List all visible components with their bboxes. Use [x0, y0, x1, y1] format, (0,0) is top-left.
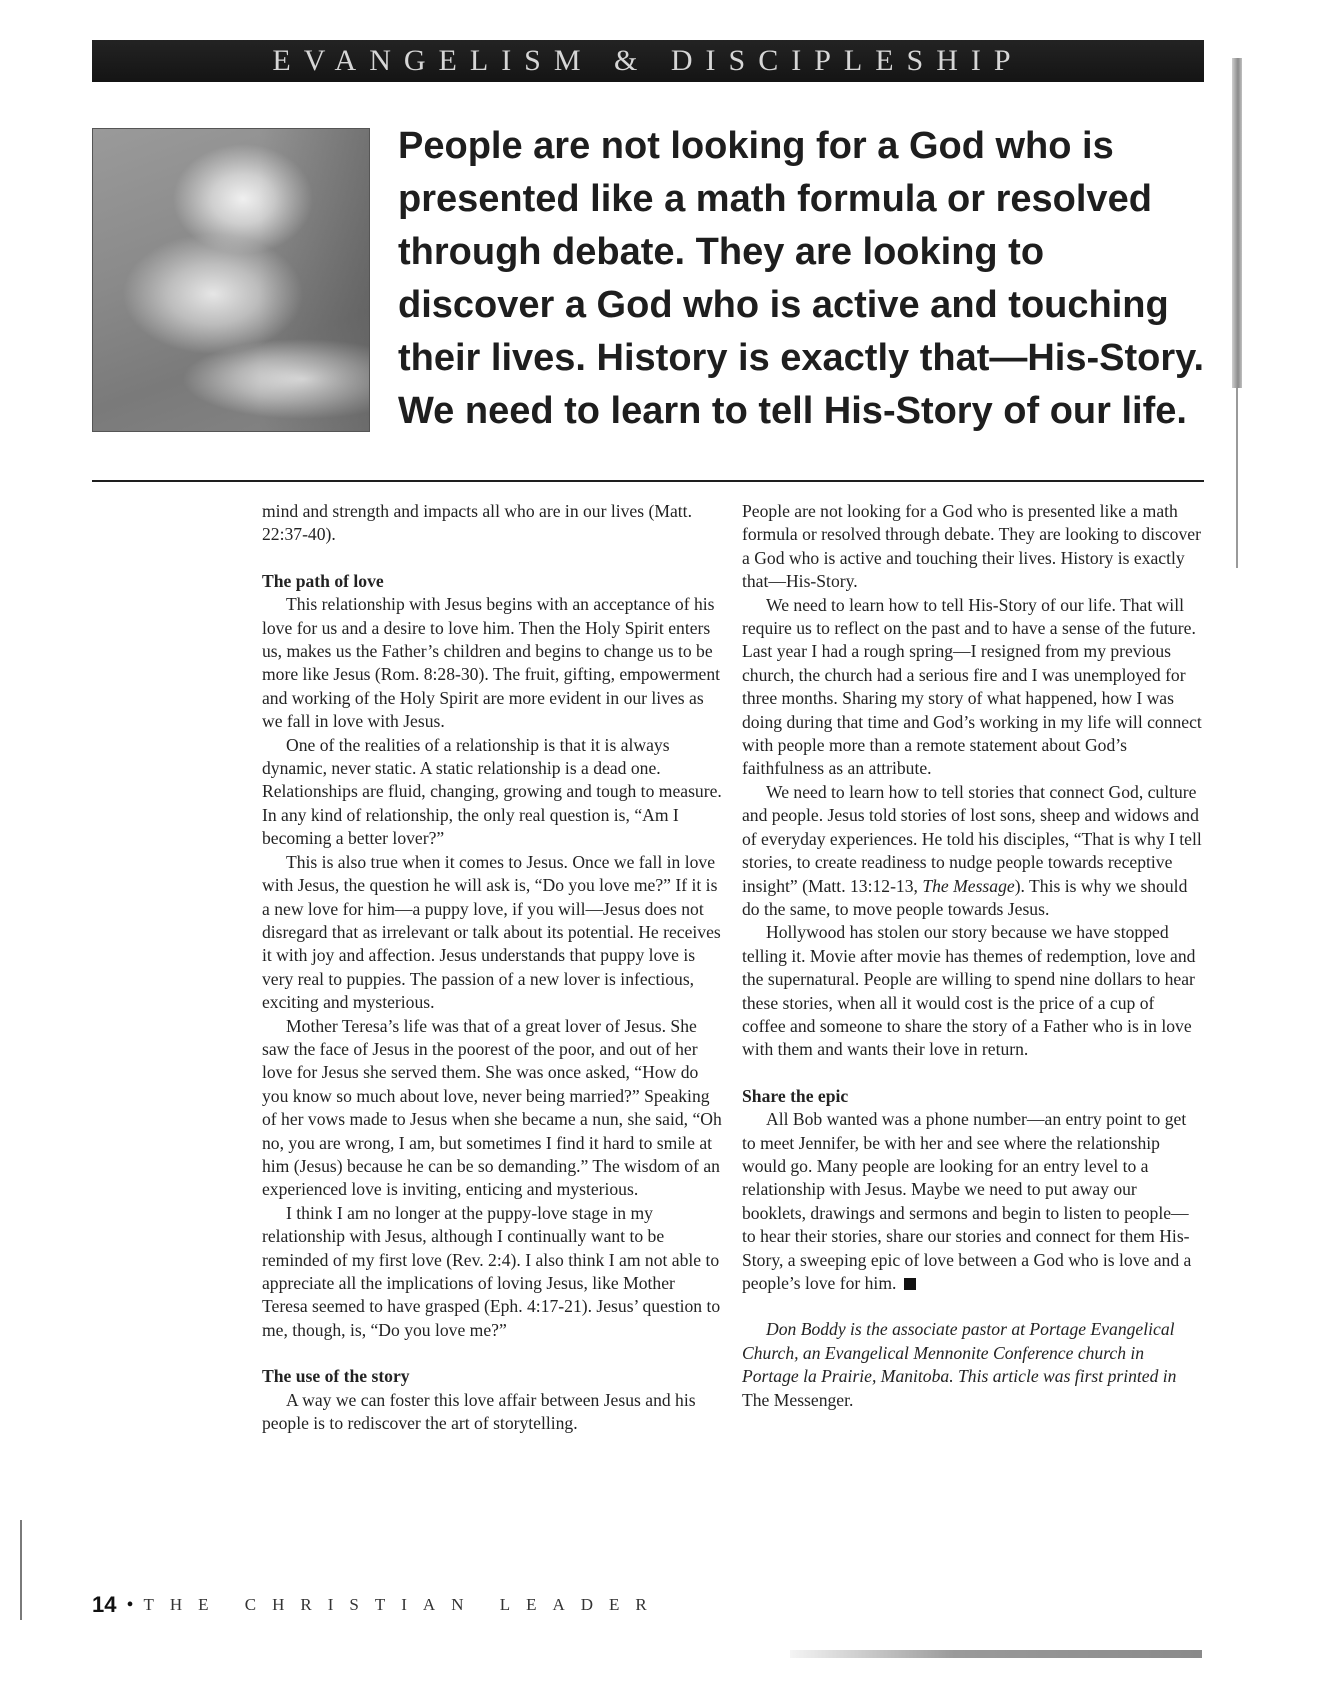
end-of-article-mark	[904, 1278, 916, 1290]
citation-title: The Message	[922, 875, 1015, 896]
section-heading-share-the-epic: Share the epic	[742, 1085, 849, 1106]
section-header-bar	[92, 40, 1204, 82]
body-paragraph: A way we can foster this love affair between Jesus and his people is to rediscover the art of storytelling.	[262, 1389, 696, 1434]
pull-quote-divider	[92, 480, 1204, 482]
body-paragraph-with-citation	[742, 781, 1202, 921]
body-paragraph: We need to learn how to tell His-Story of our life. That will require us to reflect on the past and to have a sense of the future. Last year I had a rough spring—I resigned from my previous church, the church had a serious fire and I was unemployed for three months. Sharing my story of what happened, how I was doing during that time and God’s working in my life will connect with people more than a remote statement about God’s faithfulness as an attribute.	[742, 594, 1202, 779]
left-column	[262, 500, 722, 1435]
body-paragraph: This relationship with Jesus begins with an acceptance of his love for us and a desire to love him. Then the Holy Spirit enters us, makes us the Father’s children and begins to change us to be more like Jesus (Rom. 8:28-30). The fruit, gifting, empowerment and working of the Holy Spirit are more evident in our lives as we fall in love with Jesus.	[262, 594, 721, 732]
right-column	[742, 500, 1202, 1412]
footer-bullet: •	[126, 1593, 134, 1616]
decorative-left-rule	[20, 1520, 22, 1620]
section-heading-use-of-story: The use of the story	[262, 1366, 410, 1387]
byline-publication: The Messenger.	[742, 1389, 854, 1410]
body-paragraph: This is also true when it comes to Jesus. Once we fall in love with Jesus, the question he will ask is, “Do you love me?” If it is a new love for him—a puppy love, if you will—Jesus does not disregard that as irrelevant or talk about its potential. He receives it with joy and affection. Jesus understands that puppy love is very real to puppies. The passion of a new lover is infectious, exciting and mysterious.	[262, 851, 721, 1013]
body-paragraph: Hollywood has stolen our story because we have stopped telling it. Movie after movie has themes of redemption, love and the supernatural. People are willing to spend nine dollars to hear these stories, when all it would cost is the price of a cup of coffee and someone to share the story of a Father who is in love with them and wants their love in return.	[742, 922, 1196, 1060]
section-heading-path-of-love: The path of love	[262, 570, 384, 591]
article-photo	[92, 128, 370, 432]
page-number: 14	[92, 1592, 117, 1617]
byline-text: Don Boddy is the associate pastor at Portage Evangelical Church, an Evangelical Mennonite Conference church in Portage la Prairie, Manitoba. This article was first printed in	[742, 1319, 1177, 1387]
citation-tail: ). This is why we should do the same, to move people towards Jesus.	[742, 875, 1188, 919]
citation-text: We need to learn how to tell stories that connect God, culture and people. Jesus told stories of lost sons, sheep and widows and of everyday experiences. He told his disciples, “That is why I tell stories, to create readiness to nudge people towards receptive insight” (Matt. 13:12-13,	[742, 781, 1202, 896]
photo-shading	[259, 129, 369, 431]
right-intro-paragraph: People are not looking for a God who is presented like a math formula or resolved through debate. They are looking to discover a God who is active and touching their lives. History is exactly that—His-Story.	[742, 501, 1201, 592]
pull-quote: People are not looking for a God who is presented like a math formula or resolved through debate. They are looking to discover a God who is active and touching their lives. History is exactly that—His-Story. We need to learn to tell His-Story of our life.	[398, 125, 1205, 432]
decorative-bottom-rule	[790, 1650, 1202, 1658]
body-paragraph-final	[742, 1108, 1202, 1295]
decorative-side-rule	[1232, 58, 1242, 388]
publication-name: THE CHRISTIAN LEADER	[143, 1595, 663, 1614]
decorative-side-rule-thin	[1236, 388, 1238, 568]
author-byline	[742, 1318, 1202, 1412]
body-paragraph: I think I am no longer at the puppy-love stage in my relationship with Jesus, although I continually want to be reminded of my first love (Rev. 2:4). I also think I am not able to appreciate all the implications of loving Jesus, like Mother Teresa seemed to have grasped (Eph. 4:17-21). Jesus’ question to me, though, is, “Do you love me?”	[262, 1202, 721, 1340]
left-intro-paragraph: mind and strength and impacts all who are in our lives (Matt. 22:37-40).	[262, 501, 692, 545]
body-paragraph: Mother Teresa’s life was that of a great lover of Jesus. She saw the face of Jesus in the poorest of the poor, and out of her love for Jesus she served them. She was once asked, “How do you know so much about love, never being married?” Speaking of her vows made to Jesus when she became a nun, she said, “Oh no, you are wrong, I am, but sometimes I find it hard to smile at him (Jesus) because he can be so demanding.” The wisdom of an experienced love is inviting, enticing and mysterious.	[262, 1015, 722, 1200]
page-footer	[92, 1590, 663, 1620]
final-paragraph-text: All Bob wanted was a phone number—an entry point to get to meet Jennifer, be with her and see where the relationship would go. Many people are looking for an entry level to a relationship with Jesus. Maybe we need to put away our booklets, drawings and sermons and begin to listen to people—to hear their stories, share our stories and connect for them His-Story, a sweeping epic of love between a God who is love and a people’s love for him.	[742, 1109, 1192, 1293]
body-paragraph: One of the realities of a relationship is that it is always dynamic, never static. A static relationship is a dead one. Relationships are fluid, changing, growing and tough to measure. In any kind of relationship, the only real question is, “Am I becoming a better lover?”	[262, 734, 722, 849]
section-title: EVANGELISM & DISCIPLESHIP	[272, 44, 1024, 77]
